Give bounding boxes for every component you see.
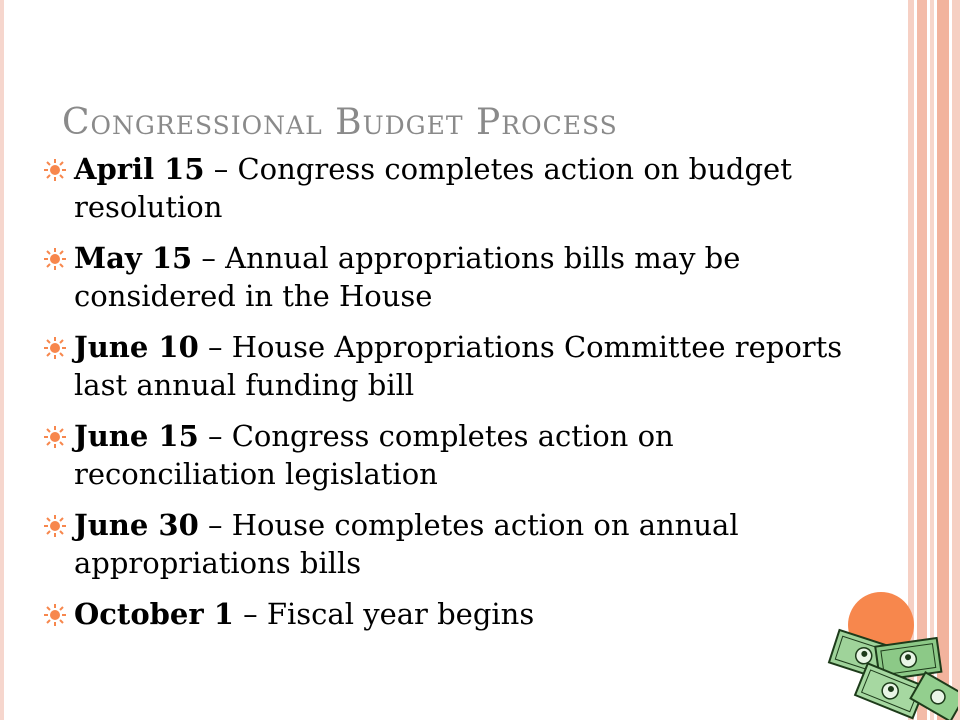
item-text: – Fiscal year begins bbox=[233, 597, 535, 631]
sun-bullet-icon bbox=[44, 248, 66, 270]
item-date: June 30 bbox=[74, 508, 199, 542]
item-date: June 10 bbox=[74, 330, 199, 364]
item-date: April 15 bbox=[74, 152, 205, 186]
item-text: – House completes action on annual appropriations bills bbox=[74, 508, 739, 580]
item-text: – House Appropriations Committee reports last annual funding bill bbox=[74, 330, 843, 402]
sun-bullet-icon bbox=[44, 159, 66, 181]
list-item bbox=[44, 239, 884, 315]
item-text: – Congress completes action on reconciliation legislation bbox=[74, 419, 674, 491]
list-item bbox=[44, 506, 884, 582]
list-item bbox=[44, 417, 884, 493]
timeline-list bbox=[44, 150, 884, 646]
list-item bbox=[44, 328, 884, 404]
list-item bbox=[44, 595, 884, 633]
sun-bullet-icon bbox=[44, 426, 66, 448]
item-date: October 1 bbox=[74, 597, 234, 631]
list-item bbox=[44, 150, 884, 226]
sun-bullet-icon bbox=[44, 337, 66, 359]
item-date: May 15 bbox=[74, 241, 193, 275]
item-text: – Congress completes action on budget resolution bbox=[74, 152, 792, 224]
money-stack-icon bbox=[820, 624, 958, 720]
item-text: – Annual appropriations bills may be considered in the House bbox=[74, 241, 741, 313]
sun-bullet-icon bbox=[44, 515, 66, 537]
right-decorative-stripes bbox=[908, 0, 960, 720]
slide-title: Congressional Budget Process bbox=[62, 102, 618, 143]
left-border bbox=[0, 0, 4, 720]
sun-bullet-icon bbox=[44, 604, 66, 626]
item-date: June 15 bbox=[74, 419, 199, 453]
